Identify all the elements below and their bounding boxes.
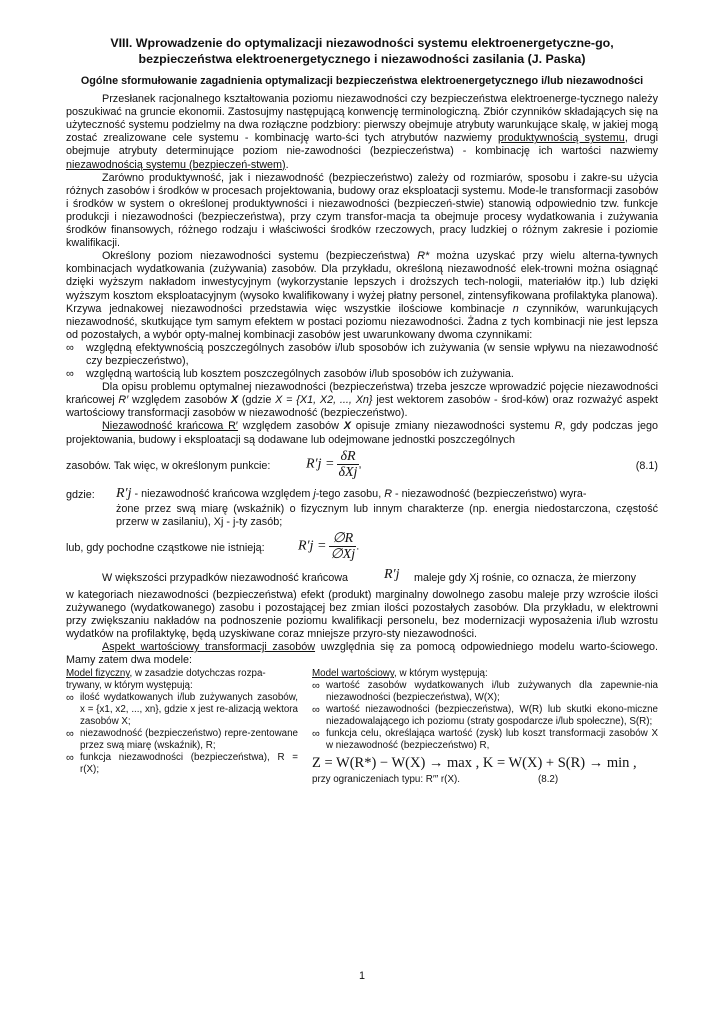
text: względem zasobów bbox=[128, 394, 231, 407]
symbol-r: R bbox=[554, 420, 563, 433]
physical-model-list bbox=[66, 692, 298, 776]
equation-fraction bbox=[329, 531, 356, 562]
criteria-list bbox=[66, 342, 658, 381]
infinity-bullet-icon: ∞ bbox=[66, 341, 74, 354]
chapter-title: VIII. Wprowadzenie do optymalizacji niezawodności systemu elektroenergetyczne-go, bezpieczeństwa elektroenergetycznego i niezawodności zasilania (J. Paska) bbox=[110, 36, 614, 66]
list-item bbox=[66, 342, 658, 368]
text: niezawodność (bezpieczeństwo) repre-zentowane przez swą miarę (wskaźnik), R; bbox=[80, 728, 298, 752]
text: , w którym występują: bbox=[394, 668, 488, 680]
equation-lead: zasobów. Tak więc, w określonym punkcie: bbox=[66, 459, 271, 472]
paragraph-6-first-line bbox=[66, 567, 658, 589]
text: opisuje zmiany niezawodności systemu bbox=[350, 420, 555, 433]
text: ilość wydatkowanych i/lub zużywanych zasobów, x = {x1, x2, ..., xn}, gdzie x jest re-alizacją wektora zasobów X; bbox=[80, 692, 298, 728]
equation-lhs: R′j = bbox=[298, 538, 327, 554]
equation-partial bbox=[66, 531, 658, 563]
text: , drugi obejmuje atrybuty determinujące poziom nie-zawodności (bezpieczeństwa) - kombinację ich wartości nazwiemy bbox=[66, 132, 658, 158]
symbol-n: n bbox=[512, 302, 519, 315]
infinity-bullet-icon: ∞ bbox=[66, 692, 74, 705]
text: uwzględnia się za pomocą odpowiedniego modelu warto-ściowego. Mamy zatem dwa modele: bbox=[66, 641, 658, 667]
text: względem zasobów bbox=[237, 420, 344, 433]
text: , w zasadzie dotychczas rozpa-trywany, w którym występują: bbox=[66, 668, 266, 692]
text: Przesłanek racjonalnego kształtowania poziomu niezawodności czy bezpieczeństwa elektroenerge-tycznego należy poszukiwać na gruncie ekonomii. Zastosujmy następującą konwencję terminologiczną. Zbiór czynników składających się na użyteczność systemu podzielmy na dwa rozłączne podzbiory: pierwszy obejmuje atrybuty warunkujące skalę, w jakiej mogą zostać zrealizowane cele systemu - kombinację warto-ści tych atrybutów nazwiemy bbox=[66, 93, 658, 145]
two-models bbox=[66, 668, 658, 808]
infinity-bullet-icon: ∞ bbox=[66, 728, 74, 741]
term-value-model: Model wartościowy bbox=[312, 668, 395, 680]
where-first-line bbox=[66, 487, 658, 503]
where-definition bbox=[116, 487, 586, 501]
text: , gdy podczas jego projektowania, budowy i eksploatacji są dodawane lub odejmowane jednostki poszczególnych bbox=[66, 420, 658, 446]
equation-tail: , bbox=[358, 457, 362, 470]
constraint-line bbox=[312, 774, 658, 787]
symbol-r-prime: R′ bbox=[118, 394, 129, 407]
fraction-denominator: ∅Xj bbox=[330, 546, 356, 562]
objective-equation: Z = W(R*) − W(X) → max , K = W(X) + S(R) → min , bbox=[312, 755, 637, 772]
equation-lead: lub, gdy pochodne cząstkowe nie istnieją: bbox=[66, 541, 265, 554]
text: względną efektywnością poszczególnych zasobów i/lub sposobów ich zużywania (w sensie wpływu na niezawodność czy bezpieczeństwo), bbox=[86, 341, 658, 367]
page-number: 1 bbox=[358, 970, 365, 982]
list-item bbox=[66, 752, 298, 776]
section-subtitle: Ogólne sformułowanie zagadnienia optymalizacji bezpieczeństwa elektroenergetycznego i/lub niezawodności bbox=[80, 75, 644, 87]
symbol-r-prime-j: R′j bbox=[116, 485, 132, 501]
symbol-r-prime-j: R′j bbox=[384, 566, 400, 582]
where-continuation: żone przez swą miarę (wskaźnik) o fizycznym lub innym charakterze (np. energia niedostarczona, częstość przerw w zasilaniu), Xj - j-ty zasób; bbox=[116, 502, 658, 528]
text: - niezawodność krańcowa względem bbox=[131, 487, 314, 500]
paragraph-6: w kategoriach niezawodności (bezpieczeństwa) efekt (produkt) marginalny dowolnego zasobu maleje przy wzroście ilości zużywanego (wydatkowanego) zasobu i pozostającej bez zmian ilości pozostałych zasobów. Dla przykładu, w elektrowni przy zwiększaniu nakładów na podnoszenie poziomu kwalifikacji personelu, bez modernizacji wyposażenia i/lub wzrostu wydatków na profilaktykę, będą uzyskiwane coraz mniejsze przyro-sty niezawodności. bbox=[66, 588, 658, 641]
list-item bbox=[66, 368, 658, 381]
text: wartość niezawodności (bezpieczeństwa), W(R) lub skutki ekono-miczne niezadowalającego ich poziomu (straty gospodarcze i/lub społeczne), S(R); bbox=[326, 704, 658, 728]
equation-8-1 bbox=[66, 449, 658, 483]
paragraph-7 bbox=[66, 641, 658, 667]
text: wartość zasobów wydatkowanych i/lub zużywanych dla zapewnie-nia niezawodności (bezpieczeństwa), W(X); bbox=[326, 680, 658, 704]
text: można uzyskać przy wielu alterna-tywnych kombinacjach wydatkowania (zużywania) zasobów. Dla przykładu, określoną niezawodność elek-trowni można osiągnąć dzięki wyższym nakładom inwestycyjnym (wykorzystanie lepszych i droższych tech-nologii, materiałów itp.) lub dzięki wyższym kosztom eksploatacyjnym (wysoko kwalifikowany i wyżej płatny personel, zintensyfikowana profilaktyka planowa). Krzywa jednakowej niezawodności przedstawia więc wszystkie ilościowe kombinacje bbox=[66, 250, 658, 315]
symbol-x: X bbox=[230, 394, 239, 407]
paragraph-4 bbox=[66, 381, 658, 420]
paragraph-3 bbox=[66, 250, 658, 342]
term-productivity: produktywnością systemu bbox=[498, 132, 625, 145]
equation-lhs: R′j = bbox=[306, 455, 335, 471]
text: funkcja niezawodności (bezpieczeństwa), R = r(X); bbox=[80, 752, 298, 776]
fraction-numerator: ∅R bbox=[329, 531, 356, 547]
text: maleje gdy Xj rośnie, co oznacza, że mierzony bbox=[414, 571, 637, 584]
where-label: gdzie: bbox=[66, 488, 95, 501]
infinity-bullet-icon: ∞ bbox=[312, 704, 320, 717]
text: -tego zasobu, bbox=[315, 487, 385, 500]
term-reliability: niezawodnością systemu (bezpieczeń-stwem) bbox=[66, 158, 286, 171]
text: (gdzie bbox=[238, 394, 276, 407]
constraint-text: przy ograniczeniach typu: R′″ r(X). bbox=[312, 774, 460, 786]
list-item bbox=[312, 704, 658, 728]
infinity-bullet-icon: ∞ bbox=[66, 368, 74, 381]
value-model-heading bbox=[312, 668, 658, 680]
text: jest wektorem zasobów - środ-ków) oraz rozważyć aspekt wartościowy transformacji zasobów w niezawodność (bezpieczeństwo). bbox=[66, 394, 659, 420]
symbol-r-star: R* bbox=[417, 250, 430, 263]
value-model-column bbox=[312, 668, 658, 787]
infinity-bullet-icon: ∞ bbox=[312, 728, 320, 741]
paragraph-5 bbox=[66, 420, 658, 446]
fraction-numerator: δR bbox=[337, 449, 358, 465]
physical-model-heading bbox=[66, 668, 298, 692]
equation-number: (8.1) bbox=[635, 459, 658, 472]
text: względną wartością lub kosztem poszczególnych zasobów i/lub sposobów ich zużywania. bbox=[86, 368, 514, 381]
infinity-bullet-icon: ∞ bbox=[312, 680, 320, 693]
term-marginal-reliability: Niezawodność krańcowa R′ bbox=[102, 420, 238, 433]
document-page bbox=[66, 36, 658, 808]
text: Określony poziom niezawodności systemu (bezpieczeństwa) bbox=[102, 250, 418, 263]
paragraph-1 bbox=[66, 93, 658, 172]
list-item bbox=[66, 728, 298, 752]
text: Dla opisu problemu optymalnej niezawodności (bezpieczeństwa) trzeba jeszcze wprowadzić pojęcie niezawodności krańcowej bbox=[66, 381, 658, 407]
symbol-x: X bbox=[343, 420, 351, 433]
where-clause bbox=[66, 487, 658, 529]
text: . bbox=[285, 158, 289, 171]
equation-body bbox=[306, 449, 362, 480]
physical-model-column bbox=[66, 668, 298, 776]
equation-number: (8.2) bbox=[538, 774, 559, 786]
paragraph-2: Zarówno produktywność, jak i niezawodność (bezpieczeństwo) zależy od rozmiarów, sposobu i zakre-su użycia różnych zasobów i środków w procesach projektowania, budowy oraz eksploatacji systemu. Mode-le transformacji zasobów i środków w system o określonej produktywności i niezawodności (bezpieczeń-stwie) stanowią odpowiednio tzw. funkcje produkcji i niezawodności (bezpieczeństwa), przy czym transfor-macja ta obejmuje procesy wydatkowania i zużywania środków finansowych, różnego rodzaju i właściwości środków rzeczowych, pracy ludzkiej o różnym zakresie i poziomie kwalifikacji. bbox=[66, 171, 658, 250]
equation-tail: . bbox=[356, 540, 360, 553]
text: - niezawodność (bezpieczeństwo) wyra- bbox=[392, 487, 587, 500]
equation-fraction bbox=[337, 449, 358, 480]
symbol-r: R bbox=[384, 487, 393, 500]
equation-body bbox=[298, 531, 359, 562]
symbol-j: j bbox=[313, 487, 316, 500]
text: W większości przypadków niezawodność krańcowa bbox=[102, 571, 349, 584]
list-item bbox=[312, 728, 658, 752]
term-value-aspect: Aspekt wartościowy transformacji zasobów bbox=[102, 641, 316, 654]
value-model-list bbox=[312, 680, 658, 752]
list-item bbox=[66, 692, 298, 728]
fraction-denominator: δXj bbox=[338, 464, 358, 480]
list-item bbox=[312, 680, 658, 704]
resource-vector: X = {X1, X2, ..., Xn} bbox=[275, 394, 373, 407]
infinity-bullet-icon: ∞ bbox=[66, 752, 74, 765]
text: czynników, warunkujących niezawodność, skutkujące tym samym efektem w postaci poziomu niezawodności. Żadna z tych kombinacji nie jest lepsza od pozostałych, a wybór opty-malnej kombinacji zasobów jest uwarunkowany dwoma czynnikami: bbox=[66, 302, 658, 341]
term-physical-model: Model fizyczny bbox=[66, 668, 130, 680]
text: funkcja celu, określająca wartość (zysk) lub koszt transformacji zasobów X w niezawodność (bezpieczeństwo) R, bbox=[326, 728, 658, 752]
